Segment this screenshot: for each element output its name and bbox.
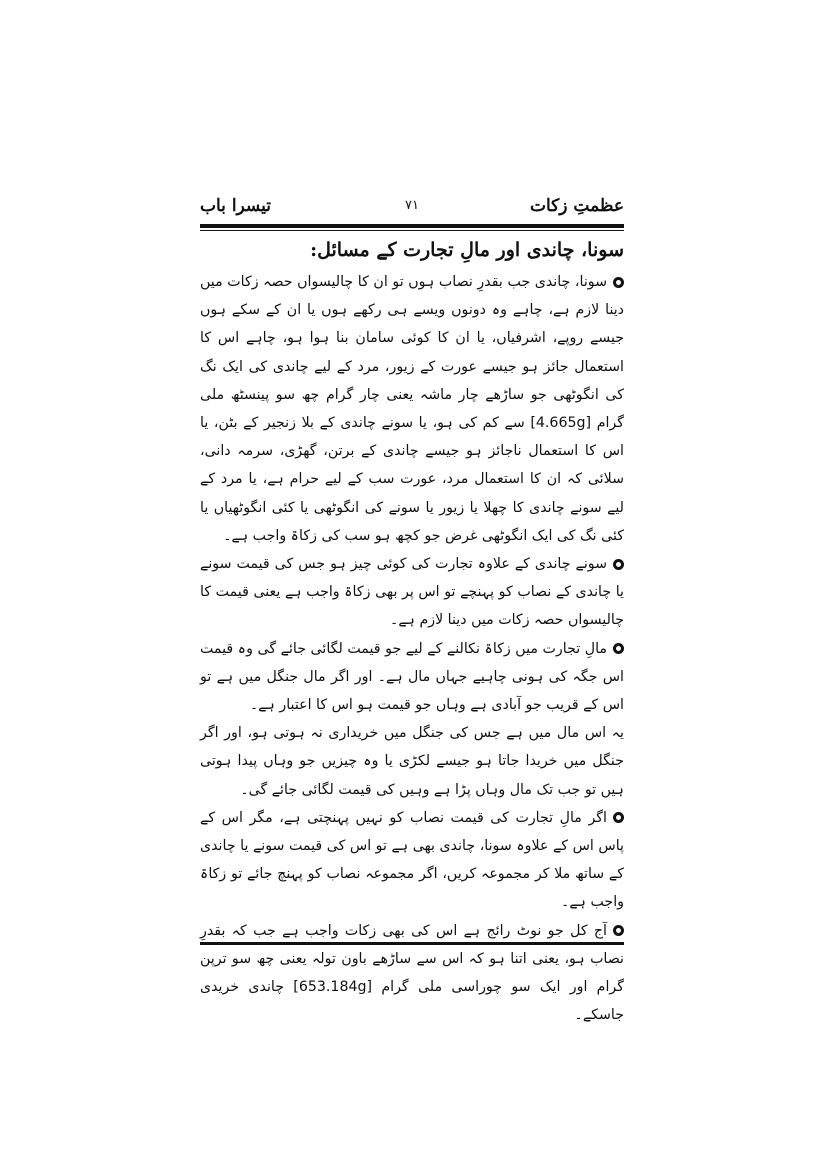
- paragraph-text: مالِ تجارت میں زکاۃ نکالنے کے لیے جو قیمت لگائی جائے گی وہ قیمت اس جگہ کی ہونی چاہیے جہاں مال ہے۔ اور اگر مال جنگل میں ہے تو اس کے قریب جو آبادی ہے وہاں جو قیمت ہو اس کا اعتبار ہے۔: [200, 640, 624, 714]
- bullet-icon: [613, 643, 624, 654]
- paragraph-1: [200, 268, 624, 550]
- bullet-icon: [613, 925, 624, 936]
- header-rule-thin: [200, 230, 624, 231]
- bullet-icon: [613, 277, 624, 288]
- paragraph-text: یہ اس مال میں ہے جس کی جنگل میں خریداری نہ ہوتی ہو، اور اگر جنگل میں خریدا جاتا ہو جیسے لکڑی یا وہ چیزیں جو وہاں پیدا ہوتی ہیں تو جب تک مال وہاں پڑا ہے وہیں کی قیمت لگائی جائے گی۔: [200, 725, 624, 798]
- paragraph-3: [200, 635, 624, 720]
- paragraph-4: [200, 719, 624, 804]
- paragraph-5: [200, 804, 624, 917]
- bullet-icon: [613, 559, 624, 570]
- paragraph-text: آج کل جو نوٹ رائج ہے اس کی بھی زکات واجب ہے جب کہ بقدرِ نصاب ہو، یعنی اتنا ہو کہ اس سے ساڑھے باون تولہ یعنی چھ سو ترپن گرام اور ایک سو چوراسی ملی گرام [653.184g] چاندی خریدی جاسکے۔: [200, 922, 624, 1024]
- paragraph-text: سونا، چاندی جب بقدرِ نصاب ہوں تو ان کا چالیسواں حصہ زکات میں دینا لازم ہے، چاہے وہ دونوں ویسے ہی رکھے ہوں یا ان کے سکے ہوں جیسے روپے، اشرفیاں، یا ان کا کوئی سامان بنا ہوا ہو، چاہے اس کا استعمال جائز ہو جیسے عورت کے زیور، مرد کے لیے چاندی کی ایک نگ کی انگوٹھی جو ساڑھے چار ماشہ یعنی چار گرام چھ سو پینسٹھ ملی گرام [4.665g] سے کم کی ہو، یا سونے چاندی کے بلا زنجیر کے بٹن، یا اس کا استعمال ناجائز ہو جیسے چاندی کے برتن، گھڑی، سرمہ دانی، سلائی کہ ان کا استعمال مرد، عورت سب کے لیے حرام ہے، یا مرد کے لیے سونے چاندی کا چھلا یا زیور یا سونے کی انگوٹھی یا کئی انگوٹھیاں یا کئی نگ کی ایک انگوٹھی غرض جو کچھ ہو سب کی زکاۃ واجب ہے۔: [200, 274, 624, 544]
- paragraph-text: اگر مالِ تجارت کی قیمت نصاب کو نہیں پہنچتی ہے، مگر اس کے پاس اس کے علاوہ سونا، چاندی بھی ہے تو اس کی قیمت سونے یا چاندی کے ساتھ ملا کر مجموعہ کریں، اگر مجموعہ نصاب کو پہنچ جائے تو زکاۃ واجب ہے۔: [200, 809, 624, 911]
- page-body: [200, 234, 624, 1029]
- section-title: سونا، چاندی اور مالِ تجارت کے مسائل:: [310, 239, 624, 261]
- bullet-icon: [613, 812, 624, 823]
- paragraph-6: [200, 917, 624, 1030]
- paragraph-text: سونے چاندی کے علاوہ تجارت کی کوئی چیز ہو جس کی قیمت سونے یا چاندی کے نصاب کو پہنچے تو اس پر بھی زکاۃ واجب ہے یعنی قیمت کا چالیسواں حصہ زکات میں دینا لازم ہے۔: [200, 556, 624, 629]
- page-number: ۷۱: [405, 198, 419, 213]
- header-rule: [200, 224, 624, 228]
- book-title: عظمتِ زکات: [529, 196, 624, 216]
- page-header: [200, 196, 624, 222]
- chapter-title: تیسرا باب: [200, 196, 271, 216]
- footer-rule: [200, 942, 624, 945]
- paragraph-2: [200, 550, 624, 635]
